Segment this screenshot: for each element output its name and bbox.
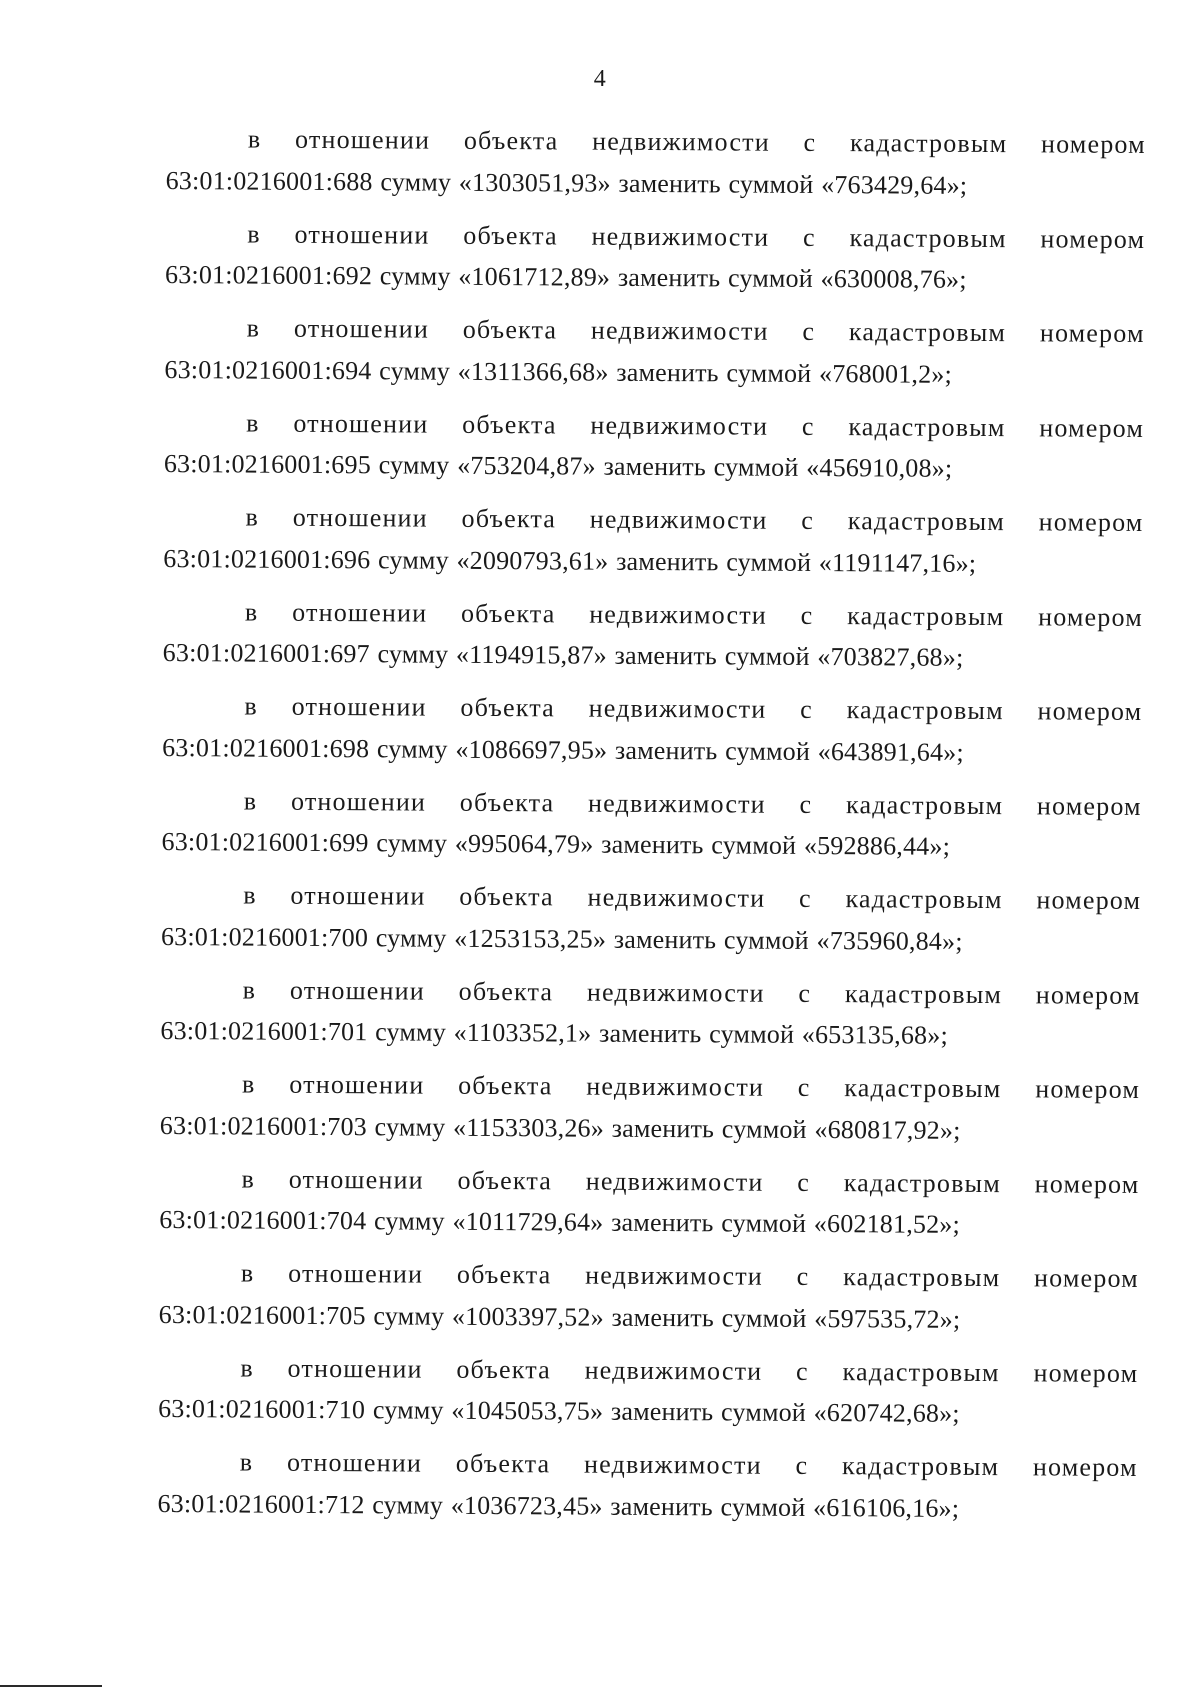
word: кадастровым <box>849 222 1007 253</box>
paragraph <box>157 1441 1138 1541</box>
word: в <box>240 1258 255 1288</box>
word: отношении <box>295 124 431 155</box>
word: номером <box>1032 1452 1138 1482</box>
word: с <box>797 1072 811 1102</box>
word: объекта <box>459 787 555 817</box>
footnote-rule <box>0 1685 102 1687</box>
word: недвижимости <box>590 410 769 441</box>
word: отношении <box>290 786 427 817</box>
word: отношении <box>289 1069 425 1100</box>
paragraph-line-1 <box>164 401 1144 448</box>
paragraph-line-1 <box>158 1346 1138 1393</box>
word: кадастровым <box>841 1451 1000 1482</box>
paragraph-line-1 <box>166 118 1146 165</box>
word: с <box>800 694 813 724</box>
paragraph-line-2: 63:01:0216001:712 сумму «1036723,45» заменить суммой «616106,16»; <box>157 1488 960 1523</box>
paragraph-line-2: 63:01:0216001:703 сумму «1153303,26» заменить суммой «680817,92»; <box>159 1110 961 1145</box>
word: отношении <box>293 313 430 344</box>
word: номером <box>1039 412 1145 443</box>
word: кадастровым <box>843 1262 1001 1293</box>
word: в <box>242 974 257 1005</box>
paragraph-line-1 <box>160 1063 1140 1110</box>
word: недвижимости <box>583 1449 762 1480</box>
word: объекта <box>460 598 556 628</box>
word: номером <box>1038 507 1144 537</box>
paragraph-line-2: 63:01:0216001:699 сумму «995064,79» заменить суммой «592886,44»; <box>161 826 951 861</box>
word: недвижимости <box>586 1071 765 1102</box>
paragraph-line-1 <box>162 779 1142 826</box>
word: отношении <box>290 880 426 911</box>
word: объекта <box>458 976 554 1006</box>
word: объекта <box>459 881 554 912</box>
paragraph-line-2: 63:01:0216001:692 сумму «1061712,89» заменить суммой «630008,76»; <box>164 259 967 294</box>
word: объекта <box>460 692 556 723</box>
paragraph-line-2: 63:01:0216001:700 сумму «1253153,25» заменить суммой «735960,84»; <box>160 921 963 956</box>
paragraph-line-1 <box>162 685 1142 732</box>
word: в <box>240 1352 254 1383</box>
word: отношении <box>294 219 430 250</box>
word: отношении <box>289 975 426 1006</box>
paragraph-line-1 <box>163 496 1143 543</box>
paragraph-line-2: 63:01:0216001:696 сумму «2090793,61» заменить суммой «1191147,16»; <box>163 543 977 578</box>
paragraph-line-1 <box>158 1441 1138 1488</box>
paragraph-line-2: 63:01:0216001:688 сумму «1303051,93» заменить суммой «763429,64»; <box>165 165 968 200</box>
word: объекта <box>462 409 557 439</box>
paragraph <box>158 1346 1139 1446</box>
word: номером <box>1035 979 1141 1010</box>
paragraph-line-2: 63:01:0216001:695 сумму «753204,87» заменить суммой «456910,08»; <box>163 448 953 483</box>
word: номером <box>1040 223 1146 254</box>
word: кадастровым <box>845 789 1004 820</box>
word: с <box>802 222 816 252</box>
word: с <box>801 411 815 441</box>
word: кадастровым <box>847 506 1006 537</box>
word: кадастровым <box>845 884 1003 915</box>
word: с <box>802 316 816 346</box>
word: в <box>244 596 259 627</box>
paragraph <box>163 496 1144 596</box>
paragraph <box>164 401 1145 501</box>
word: в <box>241 1163 256 1194</box>
word: объекта <box>458 1070 553 1101</box>
paragraph <box>163 590 1144 690</box>
document-body <box>157 118 1146 1541</box>
page-number: 4 <box>593 66 607 92</box>
word: отношении <box>286 1447 423 1478</box>
word: отношении <box>292 502 428 533</box>
word: кадастровым <box>843 1167 1002 1198</box>
paragraph <box>165 118 1146 218</box>
word: объекта <box>457 1165 553 1195</box>
word: недвижимости <box>589 599 768 630</box>
word: в <box>244 691 258 721</box>
paragraph-line-1 <box>165 212 1145 259</box>
word: с <box>803 127 817 157</box>
word: с <box>800 600 814 630</box>
word: номером <box>1038 601 1144 632</box>
word: объекта <box>461 503 557 534</box>
word: с <box>796 1356 809 1386</box>
word: объекта <box>463 220 558 250</box>
word: кадастровым <box>842 1356 1000 1387</box>
word: с <box>797 1167 811 1197</box>
paragraph <box>165 212 1146 312</box>
word: в <box>246 407 260 438</box>
paragraph-line-2: 63:01:0216001:704 сумму «1011729,64» заменить суммой «602181,52»; <box>159 1204 961 1239</box>
word: отношении <box>292 597 428 628</box>
paragraph-line-2: 63:01:0216001:710 сумму «1045053,75» заменить суммой «620742,68»; <box>158 1393 960 1428</box>
paragraph <box>161 779 1142 879</box>
word: недвижимости <box>585 1166 764 1197</box>
word: кадастровым <box>848 411 1006 442</box>
word: в <box>247 218 261 249</box>
word: в <box>242 1069 256 1099</box>
paragraph <box>159 1157 1140 1257</box>
word: номером <box>1037 696 1143 726</box>
paragraph-line-2: 63:01:0216001:701 сумму «1103352,1» заменить суммой «653135,68»; <box>160 1015 949 1050</box>
word: отношении <box>287 1353 423 1384</box>
word: с <box>798 978 812 1008</box>
word: объекта <box>463 125 559 156</box>
word: номером <box>1033 1357 1139 1388</box>
word: объекта <box>456 1354 551 1384</box>
word: номером <box>1040 129 1146 159</box>
paragraph-line-1 <box>161 874 1141 921</box>
word: с <box>798 883 812 913</box>
word: недвижимости <box>592 126 770 157</box>
paragraph-line-2: 63:01:0216001:694 сумму «1311366,68» заменить суммой «768001,2»; <box>164 354 953 389</box>
word: номером <box>1036 885 1142 915</box>
word: номером <box>1036 790 1142 821</box>
word: с <box>801 505 815 535</box>
paragraph <box>162 685 1143 785</box>
word: в <box>245 502 260 532</box>
word: недвижимости <box>585 1260 764 1291</box>
paragraph-line-1 <box>161 968 1141 1015</box>
word: кадастровым <box>850 128 1008 159</box>
paragraph-line-2: 63:01:0216001:698 сумму «1086697,95» заменить суммой «643891,64»; <box>162 732 964 767</box>
word: кадастровым <box>847 600 1005 631</box>
paragraph-line-1 <box>163 590 1143 637</box>
word: номером <box>1034 1168 1140 1199</box>
word: объекта <box>462 314 558 345</box>
word: недвижимости <box>587 882 766 913</box>
word: в <box>243 880 257 910</box>
word: недвижимости <box>588 693 767 724</box>
word: кадастровым <box>848 317 1007 348</box>
paragraph-line-2: 63:01:0216001:697 сумму «1194915,87» заменить суммой «703827,68»; <box>162 637 964 672</box>
word: номером <box>1034 1263 1139 1293</box>
paragraph <box>161 874 1142 974</box>
word: в <box>239 1447 254 1477</box>
word: с <box>795 1450 809 1480</box>
word: объекта <box>455 1448 551 1479</box>
paragraph <box>158 1252 1139 1352</box>
word: недвижимости <box>589 504 768 535</box>
paragraph <box>160 968 1141 1068</box>
word: кадастровым <box>846 695 1004 726</box>
word: в <box>243 785 258 816</box>
word: с <box>799 789 813 819</box>
paragraph-line-2: 63:01:0216001:705 сумму «1003397,52» заменить суммой «597535,72»; <box>158 1299 961 1334</box>
word: кадастровым <box>844 1073 1002 1104</box>
word: номером <box>1039 318 1145 348</box>
paragraph-line-1 <box>165 307 1145 354</box>
word: отношении <box>293 408 429 439</box>
paragraph <box>164 307 1145 407</box>
word: кадастровым <box>844 978 1003 1009</box>
word: объекта <box>456 1259 552 1290</box>
word: недвижимости <box>586 977 765 1008</box>
word: недвижимости <box>590 315 769 346</box>
word: номером <box>1035 1074 1141 1104</box>
word: недвижимости <box>591 221 770 252</box>
paragraph-line-1 <box>159 1252 1139 1299</box>
word: отношении <box>288 1164 424 1195</box>
word: в <box>247 124 262 154</box>
paragraph-line-1 <box>159 1157 1139 1204</box>
paragraph <box>160 1063 1141 1163</box>
word: отношении <box>288 1258 424 1289</box>
word: с <box>796 1261 810 1291</box>
word: недвижимости <box>588 788 766 819</box>
word: в <box>246 313 261 343</box>
word: отношении <box>291 691 427 722</box>
word: недвижимости <box>584 1355 763 1386</box>
